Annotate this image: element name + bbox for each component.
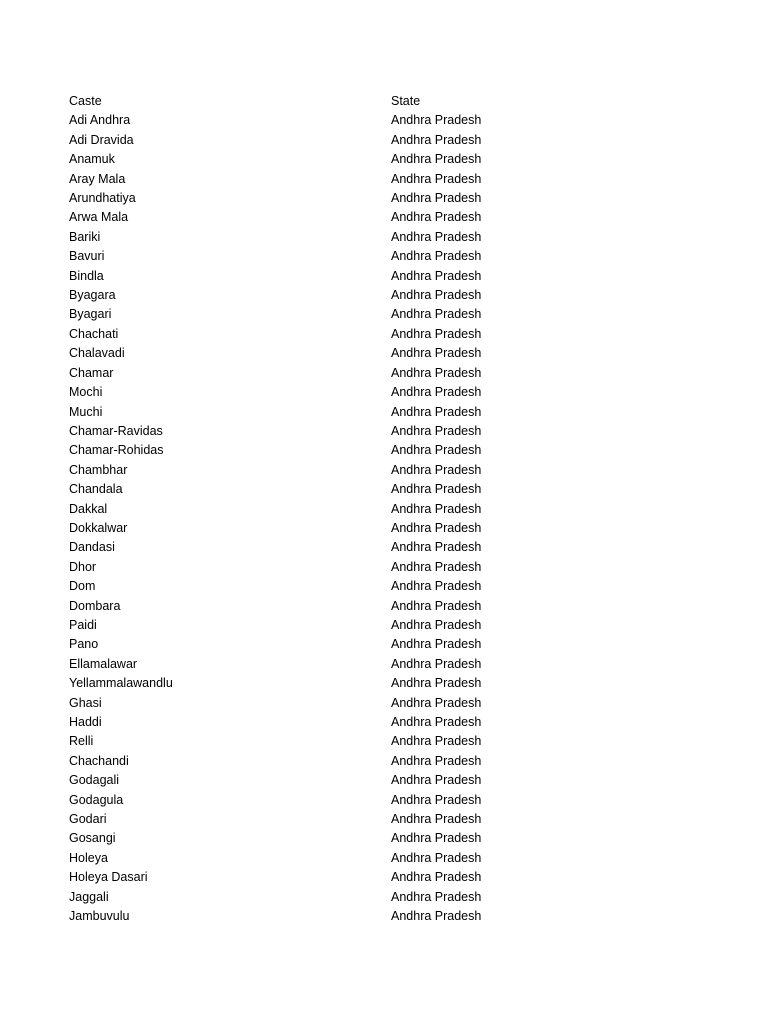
- table-row: [69, 403, 591, 422]
- state-cell: Andhra Pradesh: [391, 191, 482, 206]
- caste-cell: Jaggali: [69, 889, 109, 904]
- table-row: [69, 597, 591, 616]
- caste-cell: Dhor: [69, 559, 97, 574]
- caste-cell: Chachandi: [69, 753, 129, 768]
- caste-cell: Bariki: [69, 229, 101, 244]
- caste-cell: Chamar: [69, 365, 114, 380]
- state-cell: Andhra Pradesh: [391, 637, 482, 652]
- state-cell: Andhra Pradesh: [391, 482, 482, 497]
- table-row: [69, 189, 591, 208]
- caste-cell: Dandasi: [69, 540, 115, 555]
- state-cell: Andhra Pradesh: [391, 559, 482, 574]
- caste-cell: Haddi: [69, 715, 102, 729]
- state-cell: Andhra Pradesh: [391, 288, 482, 303]
- caste-cell: Ghasi: [69, 695, 102, 710]
- state-cell: Andhra Pradesh: [391, 734, 482, 749]
- table-row: [69, 771, 591, 790]
- caste-cell: Arwa Mala: [69, 210, 129, 225]
- header-caste: Caste: [69, 94, 102, 108]
- state-cell: Andhra Pradesh: [391, 326, 482, 341]
- table-row: [69, 480, 591, 499]
- table-row: [69, 791, 591, 810]
- state-cell: Andhra Pradesh: [391, 443, 482, 458]
- state-cell: Andhra Pradesh: [391, 365, 482, 380]
- caste-cell: Byagara: [69, 288, 116, 303]
- state-cell: Andhra Pradesh: [391, 617, 482, 632]
- state-cell: Andhra Pradesh: [391, 598, 482, 613]
- caste-cell: Byagari: [69, 307, 112, 322]
- table-row: [69, 732, 591, 751]
- table-row: [69, 441, 591, 460]
- caste-cell: Bavuri: [69, 249, 105, 264]
- caste-cell: Adi Andhra: [69, 113, 131, 128]
- state-cell: Andhra Pradesh: [391, 268, 482, 283]
- state-cell: Andhra Pradesh: [391, 889, 482, 904]
- table-row: [69, 150, 591, 169]
- state-cell: Andhra Pradesh: [391, 831, 482, 846]
- caste-cell: Dombara: [69, 598, 121, 613]
- state-cell: Andhra Pradesh: [391, 792, 482, 807]
- state-cell: Andhra Pradesh: [391, 307, 482, 322]
- table-row: [69, 829, 591, 848]
- table-row: [69, 868, 591, 887]
- table-row: [69, 674, 591, 693]
- state-cell: Andhra Pradesh: [391, 229, 482, 244]
- state-cell: Andhra Pradesh: [391, 210, 482, 225]
- table-row: [69, 170, 591, 189]
- table-row: [69, 888, 591, 907]
- caste-cell: Dokkalwar: [69, 520, 128, 535]
- caste-cell: Pano: [69, 637, 99, 652]
- state-cell: Andhra Pradesh: [391, 385, 482, 400]
- caste-cell: Chambhar: [69, 462, 128, 477]
- caste-cell: Arundhatiya: [69, 191, 136, 206]
- header-state: State: [391, 94, 421, 108]
- table-row: [69, 810, 591, 829]
- table-row: [69, 461, 591, 480]
- caste-cell: Holeya: [69, 850, 108, 865]
- state-cell: Andhra Pradesh: [391, 113, 482, 128]
- state-cell: Andhra Pradesh: [391, 540, 482, 555]
- caste-cell: Aray Mala: [69, 171, 126, 186]
- state-cell: Andhra Pradesh: [391, 132, 482, 147]
- caste-cell: Jambuvulu: [69, 909, 130, 924]
- state-cell: Andhra Pradesh: [391, 909, 482, 924]
- caste-cell: Chalavadi: [69, 346, 125, 361]
- state-cell: Andhra Pradesh: [391, 695, 482, 710]
- caste-cell: Paidi: [69, 617, 97, 632]
- caste-cell: Mochi: [69, 385, 103, 400]
- caste-cell: Relli: [69, 734, 94, 749]
- caste-cell: Adi Dravida: [69, 132, 134, 147]
- table-row: [69, 558, 591, 577]
- caste-cell: Godagula: [69, 792, 124, 807]
- table-row: [69, 305, 591, 324]
- table-row: [69, 344, 591, 363]
- state-cell: Andhra Pradesh: [391, 656, 482, 671]
- caste-cell: Gosangi: [69, 831, 116, 846]
- table-row: [69, 577, 591, 596]
- table-row: [69, 286, 591, 305]
- table-row: [69, 111, 591, 130]
- state-cell: Andhra Pradesh: [391, 850, 482, 865]
- table-row: [69, 635, 591, 654]
- table-row: [69, 267, 591, 286]
- caste-cell: Ellamalawar: [69, 656, 138, 671]
- caste-cell: Anamuk: [69, 152, 115, 167]
- state-cell: Andhra Pradesh: [391, 501, 482, 516]
- table-row: [69, 616, 591, 635]
- caste-cell: Holeya Dasari: [69, 870, 148, 885]
- table-row: [69, 364, 591, 383]
- state-cell: Andhra Pradesh: [391, 462, 482, 477]
- caste-cell: Chamar-Ravidas: [69, 423, 163, 438]
- caste-cell: Bindla: [69, 268, 104, 283]
- caste-cell: Chachati: [69, 326, 119, 341]
- table-row: [69, 655, 591, 674]
- table-row: [69, 849, 591, 868]
- table-body: [69, 92, 591, 926]
- table-row: [69, 383, 591, 402]
- state-cell: Andhra Pradesh: [391, 404, 482, 419]
- table-row: [69, 131, 591, 150]
- state-cell: Andhra Pradesh: [391, 579, 482, 594]
- table-row: [69, 208, 591, 227]
- caste-cell: Muchi: [69, 404, 103, 419]
- caste-cell: Godagali: [69, 773, 120, 788]
- table-row: [69, 500, 591, 519]
- table-row: [69, 907, 591, 926]
- table-row: [69, 713, 591, 732]
- table-row: [69, 538, 591, 557]
- caste-state-table: [69, 92, 591, 926]
- state-cell: Andhra Pradesh: [391, 773, 482, 788]
- state-cell: Andhra Pradesh: [391, 676, 482, 691]
- state-cell: Andhra Pradesh: [391, 249, 482, 264]
- caste-cell: Chandala: [69, 482, 123, 497]
- state-cell: Andhra Pradesh: [391, 171, 482, 186]
- state-cell: Andhra Pradesh: [391, 423, 482, 438]
- caste-cell: Dom: [69, 579, 96, 594]
- state-cell: Andhra Pradesh: [391, 520, 482, 535]
- state-cell: Andhra Pradesh: [391, 753, 482, 768]
- caste-cell: Dakkal: [69, 501, 108, 516]
- state-cell: Andhra Pradesh: [391, 346, 482, 361]
- caste-cell: Chamar-Rohidas: [69, 443, 164, 458]
- header-row: [69, 92, 591, 111]
- state-cell: Andhra Pradesh: [391, 870, 482, 885]
- table-row: [69, 519, 591, 538]
- state-cell: Andhra Pradesh: [391, 812, 482, 827]
- state-cell: Andhra Pradesh: [391, 715, 482, 729]
- caste-cell: Yellammalawandlu: [69, 676, 173, 691]
- state-cell: Andhra Pradesh: [391, 152, 482, 167]
- table-row: [69, 325, 591, 344]
- table-row: [69, 422, 591, 441]
- table-row: [69, 228, 591, 247]
- table-row: [69, 752, 591, 771]
- table-row: [69, 247, 591, 266]
- table-row: [69, 694, 591, 713]
- caste-cell: Godari: [69, 812, 107, 827]
